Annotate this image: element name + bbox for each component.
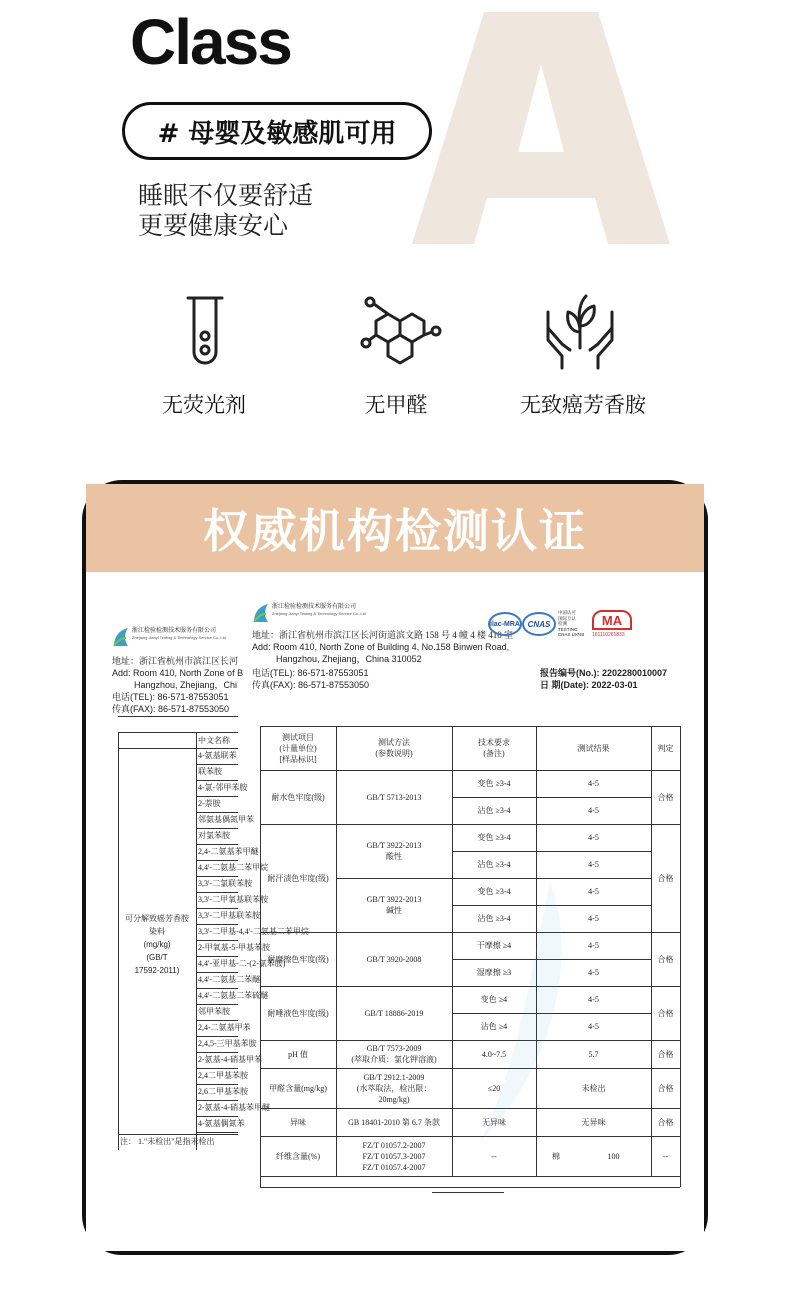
ilac-mra-logo: ilac-MRA bbox=[488, 612, 522, 636]
verdict-cell: 合格 bbox=[657, 792, 674, 802]
requirement-cell: 湿摩擦 ≥3 bbox=[476, 968, 512, 977]
back-note: 注： 1."未检出"是指未检出 bbox=[120, 1137, 215, 1146]
amine-row: 邻甲苯胺 bbox=[198, 1007, 230, 1016]
requirement-cell: 4.0~7.5 bbox=[481, 1049, 507, 1059]
back-col-header: 中文名称 bbox=[198, 736, 230, 745]
amine-row: 2,4二甲基苯胺 bbox=[198, 1071, 248, 1080]
requirement-cell: 沾色 ≥4 bbox=[480, 1022, 508, 1031]
result-cell: 4-5 bbox=[588, 833, 599, 842]
certification-card bbox=[82, 480, 708, 1255]
back-address-en-2: Hangzhou, Zhejiang，Chi bbox=[134, 680, 238, 690]
result-cell: 5.7 bbox=[588, 1049, 599, 1059]
result-cell: 4-5 bbox=[588, 1022, 599, 1031]
requirement-cell: 沾色 ≥3-4 bbox=[477, 806, 511, 815]
verdict-cell: 合格 bbox=[657, 1049, 674, 1059]
amine-row: 4-氯-邻甲苯胺 bbox=[198, 783, 248, 792]
result-cell: 4-5 bbox=[588, 887, 599, 896]
report-date: 日 期(Date): 2022-03-01 bbox=[540, 680, 638, 690]
back-category: 可分解致癌芳香胺 染料 (mg/kg) (GB/T 17592-2011) bbox=[125, 914, 189, 975]
requirement-cell: 无异味 bbox=[482, 1117, 506, 1127]
requirement-cell: 沾色 ≥3-4 bbox=[477, 860, 511, 869]
front-address-cn: 地址：浙江省杭州市滨江区长河街道滨文路 158 号 4 幢 4 楼 410 室 bbox=[252, 630, 514, 640]
verdict-cell: 合格 bbox=[657, 1117, 674, 1127]
header-verdict: 判定 bbox=[657, 743, 674, 753]
header-requirement: 技术要求 (备注) bbox=[478, 738, 510, 758]
result-cell: 4-5 bbox=[588, 941, 599, 950]
back-address-cn: 地址：浙江省杭州市滨江区长河 bbox=[112, 656, 239, 666]
grade-letter-watermark bbox=[412, 12, 670, 244]
requirement-cell: ≤20 bbox=[487, 1083, 501, 1093]
verdict-cell: 合格 bbox=[657, 1083, 674, 1093]
method-cell: GB/T 5713-2013 bbox=[366, 792, 422, 802]
amine-row: 4-氨基联苯 bbox=[198, 751, 237, 760]
requirement-cell: -- bbox=[491, 1151, 497, 1161]
amine-row: 3,3'-二氯联苯胺 bbox=[198, 879, 253, 888]
method-cell: GB/T 3922-2013 碱性 bbox=[366, 895, 422, 915]
slogan-line-1: 睡眠不仅要舒适 bbox=[138, 181, 314, 210]
verdict-cell: 合格 bbox=[657, 954, 674, 964]
requirement-cell: 沾色 ≥3-4 bbox=[477, 914, 511, 923]
amine-row: 3,3'-二甲氧基联苯胺 bbox=[198, 895, 269, 904]
front-company-name: 浙江检验检测技术服务有限公司 bbox=[272, 604, 357, 610]
certification-heading: 权威机构检测认证 bbox=[86, 484, 704, 572]
amine-row: 邻氨基偶氮甲苯 bbox=[198, 815, 254, 824]
test-tube-icon bbox=[182, 292, 228, 372]
amine-row: 2-甲氧基-5-甲基苯胺 bbox=[198, 943, 270, 952]
result-cell: 4-5 bbox=[588, 806, 599, 815]
result-cell: 4-5 bbox=[588, 860, 599, 869]
back-tel: 电话(TEL): 86-571-87553051 bbox=[112, 692, 229, 702]
result-cell: 4-5 bbox=[588, 779, 599, 788]
amine-row: 2-萘胺 bbox=[198, 799, 221, 808]
cma-number: 161110261833 bbox=[592, 632, 625, 638]
plant-in-hands-icon bbox=[542, 292, 618, 372]
item-cell: 纤维含量(%) bbox=[276, 1151, 320, 1161]
verdict-cell: 合格 bbox=[657, 1008, 674, 1018]
brand-word: Class bbox=[130, 6, 291, 78]
header-method: 测试方法 (参数说明) bbox=[375, 738, 413, 758]
method-cell: GB 18401-2010 第 6.7 条款 bbox=[348, 1117, 440, 1127]
test-report-image bbox=[86, 572, 704, 1251]
lab-logo-icon bbox=[112, 626, 130, 648]
result-cell: 未检出 bbox=[581, 1083, 606, 1093]
verdict-cell: -- bbox=[662, 1151, 669, 1161]
item-cell: 耐汗渍色牢度(级) bbox=[267, 873, 329, 883]
cma-logo: MA bbox=[592, 610, 632, 630]
front-address-en-2: Hangzhou, Zhejiang，China 310052 bbox=[276, 654, 422, 664]
molecule-icon bbox=[360, 294, 442, 372]
method-cell: GB/T 2912.1-2009 (水萃取法，检出限： 20mg/kg) bbox=[356, 1072, 432, 1104]
verdict-cell: 合格 bbox=[657, 873, 674, 883]
result-cell: 4-5 bbox=[588, 914, 599, 923]
method-cell: GB/T 3922-2013 酸性 bbox=[366, 841, 422, 861]
item-cell: 甲醛含量(mg/kg) bbox=[269, 1083, 327, 1093]
amine-row: 2,6二甲基苯胺 bbox=[198, 1087, 248, 1096]
method-cell: GB/T 18886-2019 bbox=[364, 1008, 424, 1018]
feature-label-no-formaldehyde: 无甲醛 bbox=[364, 393, 428, 417]
front-company-name-en: Zhejiang Jianyi Testing & Technology Service Co.,Ltd bbox=[272, 611, 366, 616]
item-cell: 耐唾液色牢度(级) bbox=[267, 1008, 329, 1018]
header-result: 测试结果 bbox=[577, 743, 610, 753]
report-number: 报告编号(No.): 2202280010007 bbox=[540, 668, 668, 678]
result-cell: 无异味 bbox=[581, 1117, 606, 1127]
requirement-cell: 变色 ≥3-4 bbox=[477, 779, 511, 788]
amine-row: 对氯苯胺 bbox=[198, 831, 230, 840]
method-cell: FZ/T 01057.2-2007 FZ/T 01057.3-2007 FZ/T 01057.4-2007 bbox=[362, 1140, 426, 1172]
feature-label-no-carcinogenic-amines: 无致癌芳香胺 bbox=[520, 393, 646, 417]
requirement-cell: 变色 ≥3-4 bbox=[477, 833, 511, 842]
item-cell: 耐摩擦色牢度(级) bbox=[267, 954, 329, 964]
result-cell: 100 bbox=[607, 1151, 620, 1161]
amine-row: 3,3'-二甲基联苯胺 bbox=[198, 911, 261, 920]
item-cell: 耐水色牢度(级) bbox=[271, 792, 325, 802]
cnas-info: 中国认可 国际互认 检测 TESTING CNAS L9740 bbox=[558, 610, 585, 637]
fiber-type-cell: 棉 bbox=[552, 1151, 560, 1161]
back-company-name-en: Zhejiang Jianyi Testing & Technology Service Co.,Ltd bbox=[132, 635, 226, 640]
cnas-logo: CNAS bbox=[522, 612, 556, 636]
slogan-line-2: 更要健康安心 bbox=[138, 211, 289, 240]
amine-row: 4,4'-亚甲基-二-(2-氯苯胺) bbox=[198, 959, 286, 968]
amine-row: 2,4-二氨基甲苯 bbox=[198, 1023, 251, 1032]
front-fax: 传真(FAX): 86-571-87553050 bbox=[252, 680, 370, 690]
result-cell: 4-5 bbox=[588, 995, 599, 1004]
item-cell: pH 值 bbox=[288, 1049, 308, 1059]
item-cell: 异味 bbox=[290, 1117, 306, 1127]
requirement-cell: 干摩擦 ≥4 bbox=[476, 941, 512, 950]
back-company-name: 浙江检验检测技术服务有限公司 bbox=[132, 628, 217, 634]
amine-row: 2,4-二氨基苯甲醚 bbox=[198, 847, 259, 856]
amine-row: 4,4'-二氨基二苯甲烷 bbox=[198, 863, 269, 872]
front-tel: 电话(TEL): 86-571-87553051 bbox=[252, 668, 369, 678]
amine-row: 4-氨基偶氮苯 bbox=[198, 1119, 245, 1128]
amine-row: 4,4'-二氨基二苯醚 bbox=[198, 975, 261, 984]
front-address-en-1: Add: Room 410, North Zone of Building 4, No.158 Binwen Road, bbox=[252, 642, 510, 652]
lab-logo-icon bbox=[252, 602, 270, 624]
amine-row: 3,3'-二甲基-4,4'-二氨基二苯甲烷 bbox=[198, 927, 309, 936]
amine-row: 2-氨基-4-硝基甲苯 bbox=[198, 1055, 262, 1064]
requirement-cell: 变色 ≥3-4 bbox=[477, 887, 511, 896]
amine-row: 2,4,5-三甲基苯胺 bbox=[198, 1039, 257, 1048]
amine-row: 2-氨基-4-硝基苯甲醚 bbox=[198, 1103, 270, 1112]
amine-row: 4,4'-二氨基二苯硫醚 bbox=[198, 991, 269, 1000]
requirement-cell: 变色 ≥4 bbox=[480, 995, 508, 1004]
audience-tag: # 母婴及敏感肌可用 bbox=[122, 102, 432, 160]
amine-row: 联苯胺 bbox=[198, 767, 222, 776]
back-address-en-1: Add: Room 410, North Zone of B bbox=[112, 668, 244, 678]
back-fax: 传真(FAX): 86-571-87553050 bbox=[112, 704, 230, 714]
header-item: 测试项目 (计量单位) [样品标识] bbox=[279, 732, 317, 764]
feature-label-no-fluorescent: 无荧光剂 bbox=[162, 393, 246, 417]
result-cell: 4-5 bbox=[588, 968, 599, 977]
method-cell: GB/T 3920-2008 bbox=[366, 954, 422, 964]
method-cell: GB/T 7573-2009 (萃取介质：氯化钾溶液) bbox=[351, 1044, 437, 1064]
